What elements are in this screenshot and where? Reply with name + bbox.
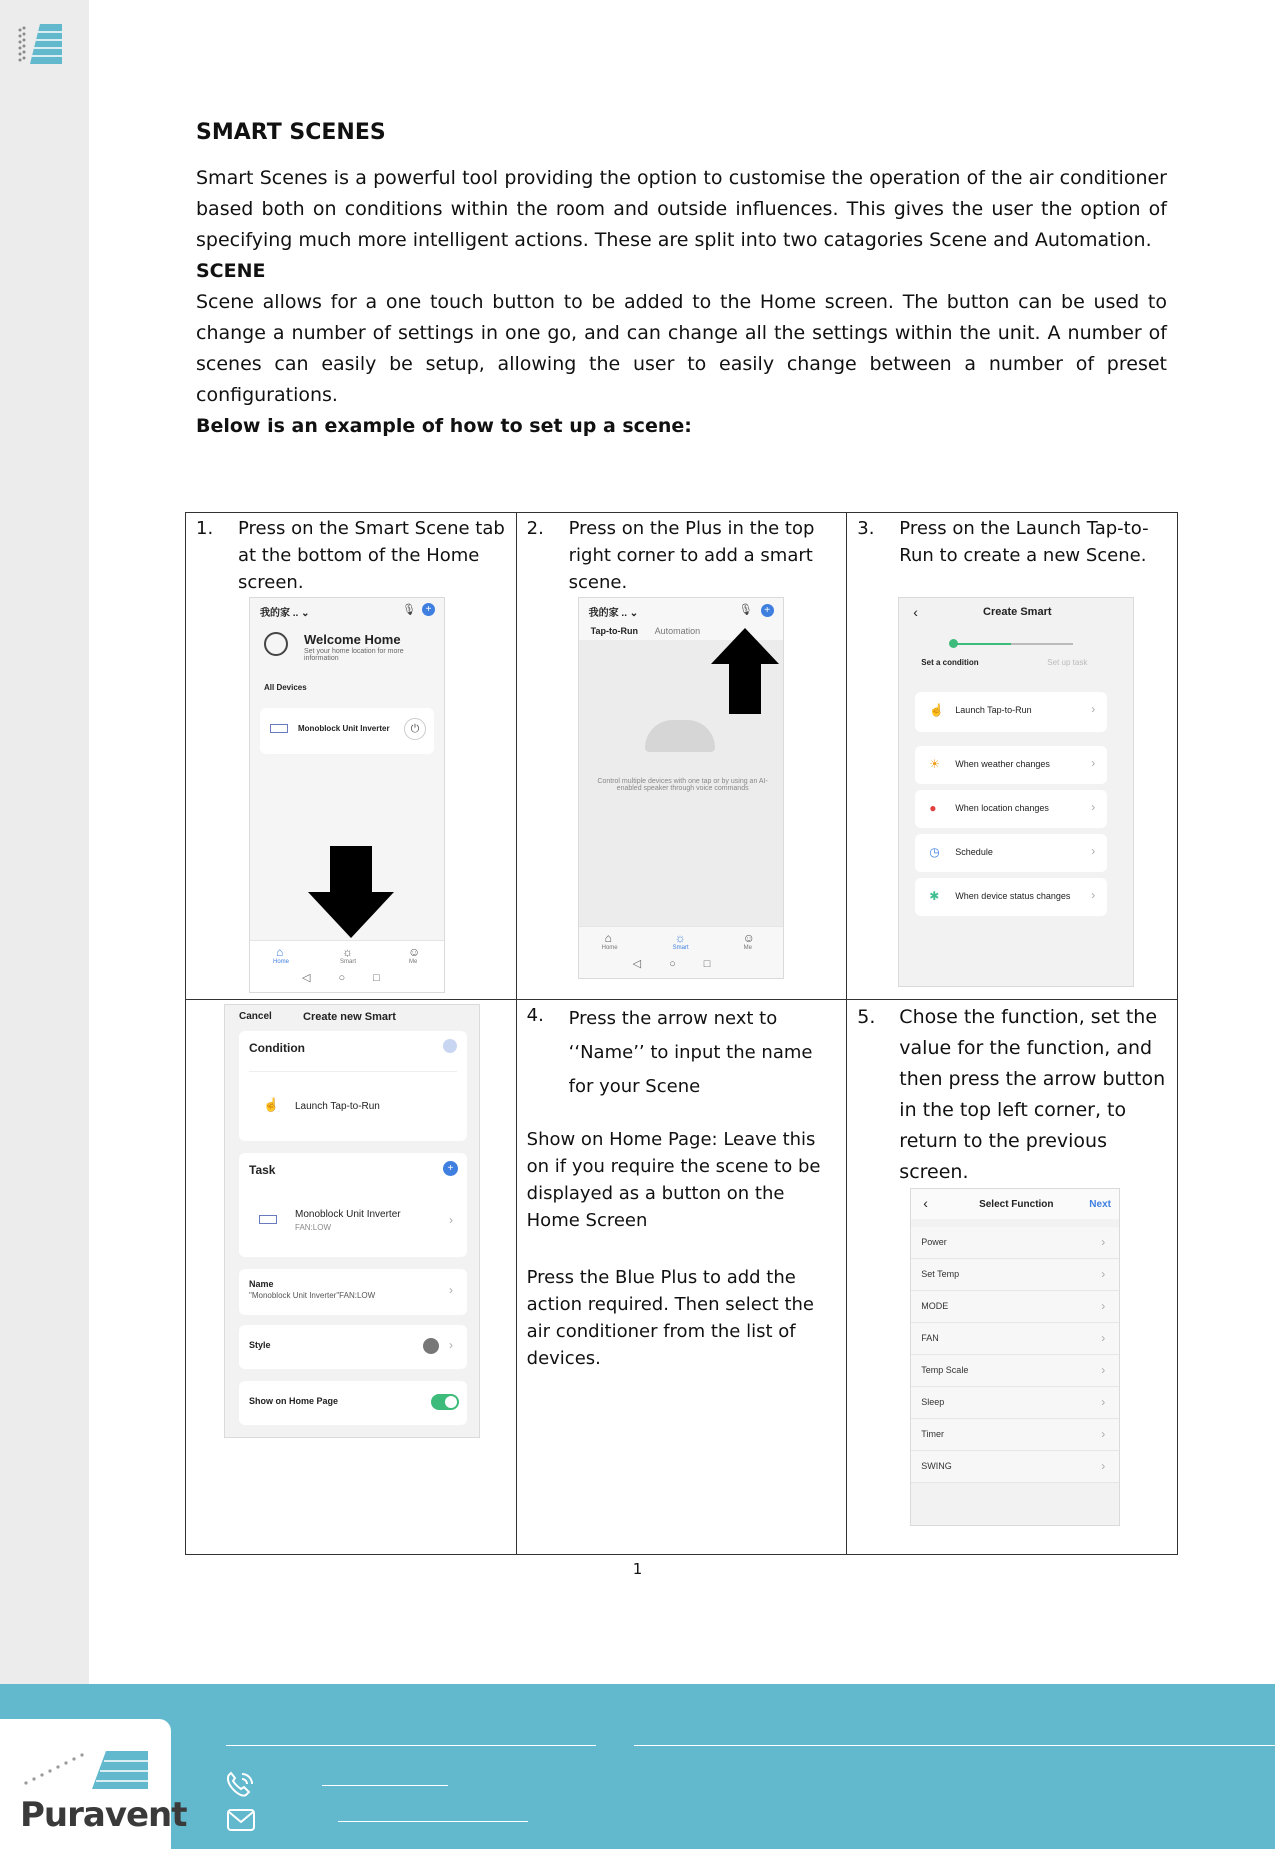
step-label-inactive: Set up task (1047, 658, 1088, 667)
chevron-right-icon[interactable]: › (1101, 1299, 1106, 1313)
home-tab-icon[interactable]: ⌂ (276, 945, 284, 959)
step-number: 5. (857, 1006, 876, 1028)
screen-title: Create new Smart (303, 1011, 396, 1023)
chevron-right-icon[interactable]: › (1091, 800, 1096, 814)
step-text: Press on the Plus in the top right corner to add a smart scene. (568, 518, 815, 593)
screen-title: Select Function (979, 1199, 1054, 1210)
chevron-right-icon[interactable]: › (1091, 702, 1096, 716)
tap-icon: ☝ (929, 703, 945, 717)
nav-label: Home (273, 959, 290, 965)
home-tab-icon[interactable]: ⌂ (604, 931, 612, 945)
mail-icon (226, 1808, 256, 1832)
chevron-right-icon[interactable]: › (1101, 1427, 1106, 1441)
tap-icon: ☝ (263, 1097, 280, 1112)
chevron-right-icon[interactable]: › (449, 1338, 453, 1352)
document-body (196, 120, 1167, 442)
puravent-wave-icon (22, 1749, 152, 1789)
function-row[interactable] (911, 1323, 1120, 1355)
smart-tab-icon[interactable]: ☼ (674, 931, 686, 945)
function-label: Temp Scale (921, 1365, 969, 1375)
step-2-cell (516, 513, 847, 1000)
mic-icon: 🎙 (738, 604, 753, 616)
system-nav: ◁○□ (632, 958, 739, 970)
sun-icon (264, 632, 288, 656)
function-row[interactable] (911, 1451, 1120, 1483)
mic-icon: 🎙 (402, 604, 416, 616)
show-home-label: Show on Home Page (249, 1396, 339, 1406)
step-4-note-show-home: Show on Home Page: Leave this on if you require the scene to be displayed as a button on the Home Screen (526, 1129, 821, 1231)
chevron-right-icon[interactable]: › (449, 1283, 453, 1297)
step-text: Press on the Smart Scene tab at the bottom of the Home screen. (238, 518, 505, 593)
cancel-button[interactable]: Cancel (239, 1011, 272, 1022)
condition-option-label: When location changes (955, 803, 1049, 813)
footer-rule (338, 1821, 528, 1822)
footer-rule (226, 1745, 596, 1746)
condition-option-label: Schedule (955, 847, 993, 857)
step-label-active: Set a condition (921, 658, 979, 667)
back-arrow-icon[interactable]: ‹ (913, 604, 918, 620)
nav-label: Smart (340, 959, 357, 965)
function-label: Set Temp (921, 1269, 960, 1279)
nav-label: Home (601, 945, 618, 951)
tab-tap-to-run[interactable]: Tap-to-Run (590, 626, 638, 636)
clock-icon: ◷ (929, 845, 940, 859)
task-value: FAN:LOW (295, 1223, 332, 1232)
all-devices-label: All Devices (264, 683, 307, 692)
task-heading: Task (249, 1163, 276, 1177)
footer-rule (634, 1745, 1275, 1746)
add-task-icon[interactable]: + (443, 1161, 458, 1176)
chevron-right-icon[interactable]: › (1091, 844, 1096, 858)
add-condition-icon[interactable] (443, 1039, 457, 1053)
name-label: Name (249, 1279, 274, 1289)
ac-unit-icon (259, 1215, 277, 1224)
chevron-right-icon[interactable]: › (1101, 1363, 1106, 1377)
step-4-note-blue-plus: Press the Blue Plus to add the action required. Then select the air conditioner from the list of devices. (526, 1267, 814, 1369)
function-row[interactable] (911, 1387, 1120, 1419)
home-name: 我的家 .. ⌄ (588, 608, 639, 619)
steps-table (185, 512, 1178, 1555)
intro-paragraph: Smart Scenes is a powerful tool providing the option to customise the operation of the air conditioner based both on conditions within the room and outside influences. This gives the user the option of specifying much more intelligent actions. These are split into two catagories Scene and Automation. (196, 167, 1167, 251)
function-row[interactable] (911, 1259, 1120, 1291)
step-5-cell (847, 1000, 1178, 1555)
welcome-subtitle: Set your home location for more information (304, 648, 404, 662)
power-icon: ⏻ (404, 718, 426, 740)
chevron-right-icon[interactable]: › (1101, 1459, 1106, 1473)
condition-option[interactable] (915, 692, 1107, 732)
me-tab-icon[interactable]: ☺ (742, 931, 755, 945)
show-home-row (239, 1381, 467, 1425)
function-label: MODE (921, 1301, 949, 1311)
function-label: SWING (921, 1461, 952, 1471)
function-label: Power (921, 1237, 947, 1247)
style-swatch-icon (423, 1338, 439, 1354)
tab-automation[interactable]: Automation (654, 626, 701, 636)
condition-option-label: When weather changes (955, 759, 1050, 769)
up-arrow-icon (711, 628, 779, 714)
function-row[interactable] (911, 1419, 1120, 1451)
chevron-right-icon[interactable]: › (1091, 888, 1096, 902)
chevron-right-icon[interactable]: › (1101, 1235, 1106, 1249)
step-text: Press on the Launch Tap-to-Run to create a new Scene. (899, 518, 1149, 566)
condition-heading: Condition (249, 1041, 305, 1055)
progress-fill (955, 643, 1011, 645)
condition-option[interactable] (915, 790, 1107, 828)
device-card (260, 708, 434, 754)
footer-band (0, 1684, 1275, 1849)
task-card (239, 1153, 467, 1257)
step-4-cell (516, 1000, 847, 1555)
function-label: Timer (921, 1429, 944, 1439)
scene-paragraph: Scene allows for a one touch button to be added to the Home screen. The button can be used to change a number of settings in one go, and can change all the settings within the unit. A number of scenes can easily be setup, allowing the user to easily change between a number of preset configurations. (196, 291, 1167, 406)
screenshot-create-smart (898, 597, 1134, 987)
condition-option[interactable] (915, 746, 1107, 784)
step-text: Chose the function, set the value for the function, and then press the arrow button in the top left corner, to return to the previous screen. (899, 1006, 1166, 1183)
function-row[interactable] (911, 1291, 1120, 1323)
style-row[interactable] (239, 1325, 467, 1369)
left-margin-band (0, 0, 89, 1684)
empty-illustration-icon (645, 720, 715, 752)
welcome-title: Welcome Home (304, 632, 401, 647)
step-text: Press the arrow next to ‘‘Name’’ to input the name for your Scene (568, 1008, 813, 1097)
chevron-right-icon[interactable]: › (1091, 756, 1096, 770)
system-nav: ◁○□ (302, 972, 408, 984)
page-title: SMART SCENES (196, 120, 386, 145)
style-label: Style (249, 1340, 271, 1350)
nav-label: Smart (672, 945, 689, 951)
next-button[interactable]: Next (1089, 1199, 1111, 1210)
add-icon: + (422, 603, 435, 616)
name-value: "Monoblock Unit Inverter"FAN:LOW (249, 1291, 376, 1300)
footer-rule (322, 1785, 448, 1786)
function-label: FAN (921, 1333, 939, 1343)
back-arrow-icon[interactable]: ‹ (923, 1195, 928, 1211)
puravent-mark-icon (14, 20, 66, 72)
chevron-right-icon[interactable]: › (449, 1213, 453, 1227)
step-number: 4. (526, 1005, 544, 1026)
screenshot-home (249, 597, 445, 993)
smart-tab-icon[interactable]: ☼ (342, 945, 353, 959)
progress-dot (949, 639, 958, 648)
step-1-cell (186, 513, 517, 1000)
me-tab-icon[interactable]: ☺ (408, 945, 421, 959)
show-home-toggle[interactable] (431, 1394, 459, 1410)
device-name: Monoblock Unit Inverter (298, 724, 390, 733)
condition-option-label: When device status changes (955, 891, 1071, 901)
task-device: Monoblock Unit Inverter (295, 1209, 401, 1220)
empty-state-text: Control multiple devices with one tap or by using an AI-enabled speaker through voice commands (597, 778, 768, 792)
bottom-nav (579, 926, 783, 978)
chevron-right-icon[interactable]: › (1101, 1331, 1106, 1345)
function-label: Sleep (921, 1397, 945, 1407)
screenshot-create-new-smart (224, 1004, 480, 1438)
phone-icon (224, 1770, 258, 1800)
nav-label: Me (409, 959, 418, 965)
nav-label: Me (743, 945, 752, 951)
condition-card (239, 1031, 467, 1141)
step-4-screenshot-cell (186, 1000, 517, 1555)
step-3-cell (847, 513, 1178, 1000)
scene-heading: SCENE (196, 260, 266, 282)
ac-unit-icon (270, 724, 288, 733)
function-row[interactable] (911, 1227, 1120, 1259)
condition-option[interactable] (915, 878, 1107, 916)
chevron-right-icon[interactable]: › (1101, 1267, 1106, 1281)
device-icon: ✱ (929, 889, 940, 903)
condition-option-label: Launch Tap-to-Run (955, 705, 1032, 715)
brand-name: Puravent (20, 1795, 187, 1835)
screenshot-select-function (910, 1188, 1120, 1526)
bottom-nav (250, 940, 444, 992)
footer-logo (0, 1719, 187, 1849)
example-heading: Below is an example of how to set up a scene: (196, 415, 692, 437)
step-number: 2. (526, 518, 544, 539)
down-arrow-icon (308, 846, 394, 938)
function-row[interactable] (911, 1355, 1120, 1387)
add-icon[interactable]: + (761, 604, 774, 617)
home-name: 我的家 .. ⌄ (260, 608, 310, 619)
chevron-right-icon[interactable]: › (1101, 1395, 1106, 1409)
condition-option[interactable] (915, 834, 1107, 872)
screen-title: Create Smart (983, 606, 1052, 618)
condition-item: Launch Tap-to-Run (295, 1101, 380, 1112)
screenshot-smart (578, 597, 784, 979)
page-number: 1 (632, 1560, 643, 1578)
step-number: 1. (196, 518, 214, 539)
sun-icon: ☀ (929, 757, 941, 771)
step-number: 3. (857, 518, 875, 539)
name-row[interactable] (239, 1269, 467, 1315)
location-pin-icon: ● (929, 801, 937, 815)
